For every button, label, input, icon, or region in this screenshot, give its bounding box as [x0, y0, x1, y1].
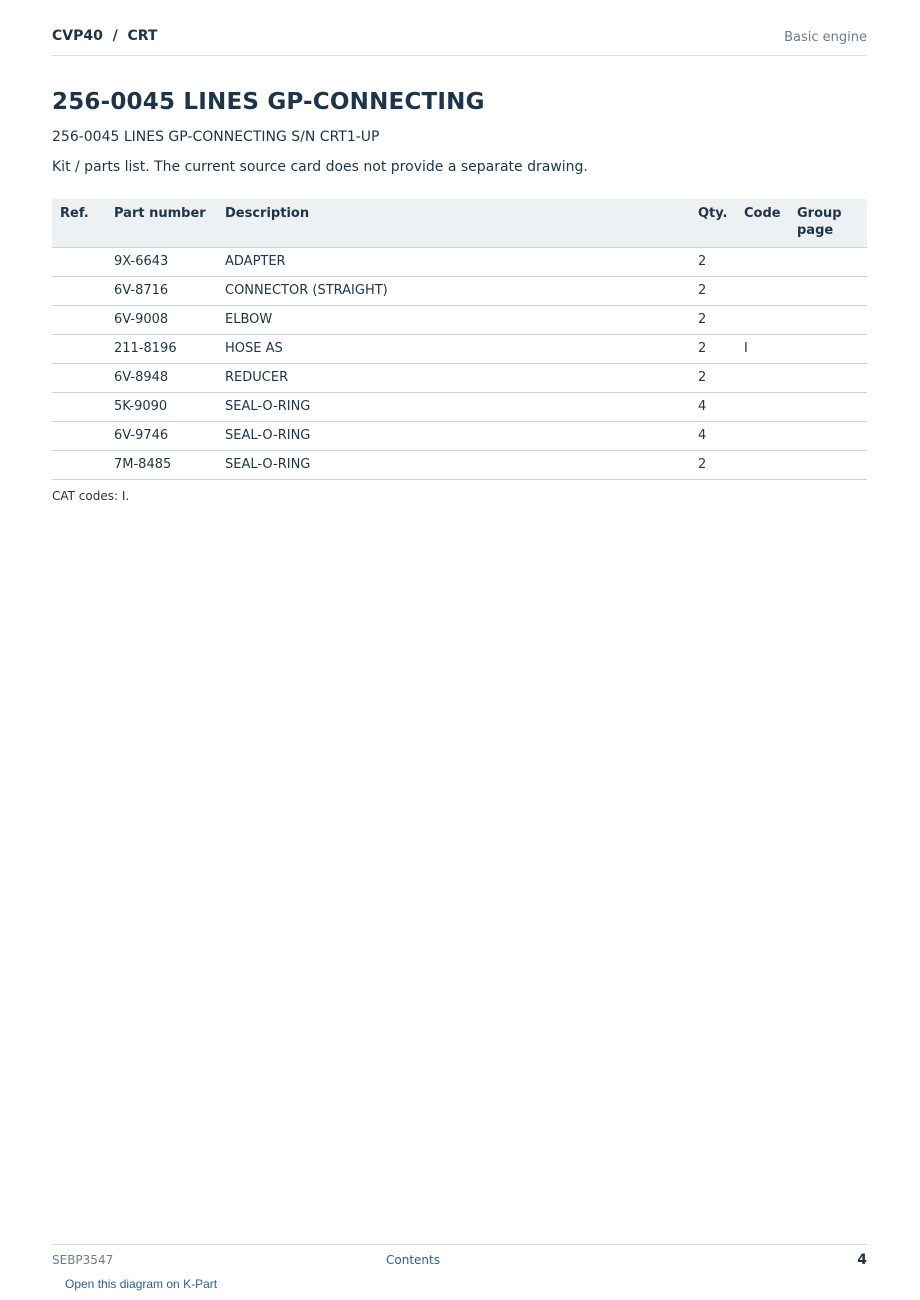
cell-group-page	[789, 248, 867, 277]
cell-qty: 2	[690, 451, 736, 480]
cell-description: ADAPTER	[217, 248, 690, 277]
cell-code	[736, 306, 789, 335]
cell-part-number: 6V-8948	[106, 364, 217, 393]
cell-part-number: 5K-9090	[106, 393, 217, 422]
parts-table-body	[52, 248, 867, 480]
cell-description: SEAL-O-RING	[217, 422, 690, 451]
cell-ref	[52, 306, 106, 335]
cell-code: I	[736, 335, 789, 364]
cell-code	[736, 277, 789, 306]
cell-ref	[52, 277, 106, 306]
column-header-group-page: Group page	[789, 199, 867, 248]
cell-qty: 2	[690, 277, 736, 306]
cell-description: ELBOW	[217, 306, 690, 335]
document-id: SEBP3547	[52, 1253, 114, 1267]
table-row	[52, 248, 867, 277]
header-row	[52, 199, 867, 248]
page-title: 256-0045 LINES GP-CONNECTING	[52, 89, 485, 115]
cell-group-page	[789, 422, 867, 451]
column-header-qty: Qty.	[690, 199, 736, 248]
cell-group-page	[789, 335, 867, 364]
cell-ref	[52, 364, 106, 393]
table-row	[52, 306, 867, 335]
cell-part-number: 7M-8485	[106, 451, 217, 480]
cell-part-number: 6V-9746	[106, 422, 217, 451]
page-subtitle: 256-0045 LINES GP-CONNECTING S/N CRT1-UP	[52, 129, 380, 145]
contents-link[interactable]: Contents	[386, 1253, 440, 1267]
cell-qty: 2	[690, 306, 736, 335]
cat-codes-note: CAT codes: I.	[52, 489, 130, 503]
cell-part-number: 6V-9008	[106, 306, 217, 335]
section-label: Basic engine	[784, 30, 867, 45]
cell-part-number: 9X-6643	[106, 248, 217, 277]
column-header-description: Description	[217, 199, 690, 248]
cell-group-page	[789, 277, 867, 306]
column-header-code: Code	[736, 199, 789, 248]
cell-qty: 2	[690, 335, 736, 364]
open-in-kpart-link[interactable]: Open this diagram on K-Part	[65, 1277, 218, 1291]
cell-qty: 4	[690, 393, 736, 422]
cell-description: CONNECTOR (STRAIGHT)	[217, 277, 690, 306]
table-row	[52, 393, 867, 422]
cell-description: SEAL-O-RING	[217, 393, 690, 422]
cell-qty: 4	[690, 422, 736, 451]
cell-ref	[52, 393, 106, 422]
parts-table-header	[52, 199, 867, 248]
cell-description: REDUCER	[217, 364, 690, 393]
cell-part-number: 6V-8716	[106, 277, 217, 306]
cell-ref	[52, 248, 106, 277]
table-row	[52, 277, 867, 306]
cell-group-page	[789, 364, 867, 393]
source-note: Kit / parts list. The current source card does not provide a separate drawing.	[52, 159, 588, 175]
cell-description: HOSE AS	[217, 335, 690, 364]
column-header-part-number: Part number	[106, 199, 217, 248]
cell-ref	[52, 335, 106, 364]
cell-code	[736, 364, 789, 393]
cell-qty: 2	[690, 364, 736, 393]
cell-qty: 2	[690, 248, 736, 277]
cell-code	[736, 248, 789, 277]
cell-part-number: 211-8196	[106, 335, 217, 364]
table-row	[52, 451, 867, 480]
cell-ref	[52, 451, 106, 480]
cell-group-page	[789, 451, 867, 480]
table-row	[52, 364, 867, 393]
cell-code	[736, 422, 789, 451]
cell-code	[736, 393, 789, 422]
cell-code	[736, 451, 789, 480]
page-header	[52, 28, 867, 56]
parts-table	[52, 199, 867, 480]
cell-group-page	[789, 306, 867, 335]
breadcrumb: CVP40 / CRT	[52, 28, 158, 44]
column-header-ref: Ref.	[52, 199, 106, 248]
cell-ref	[52, 422, 106, 451]
table-row	[52, 335, 867, 364]
cell-group-page	[789, 393, 867, 422]
page-number: 4	[857, 1252, 867, 1268]
table-row	[52, 422, 867, 451]
footer-divider	[52, 1244, 867, 1245]
cell-description: SEAL-O-RING	[217, 451, 690, 480]
